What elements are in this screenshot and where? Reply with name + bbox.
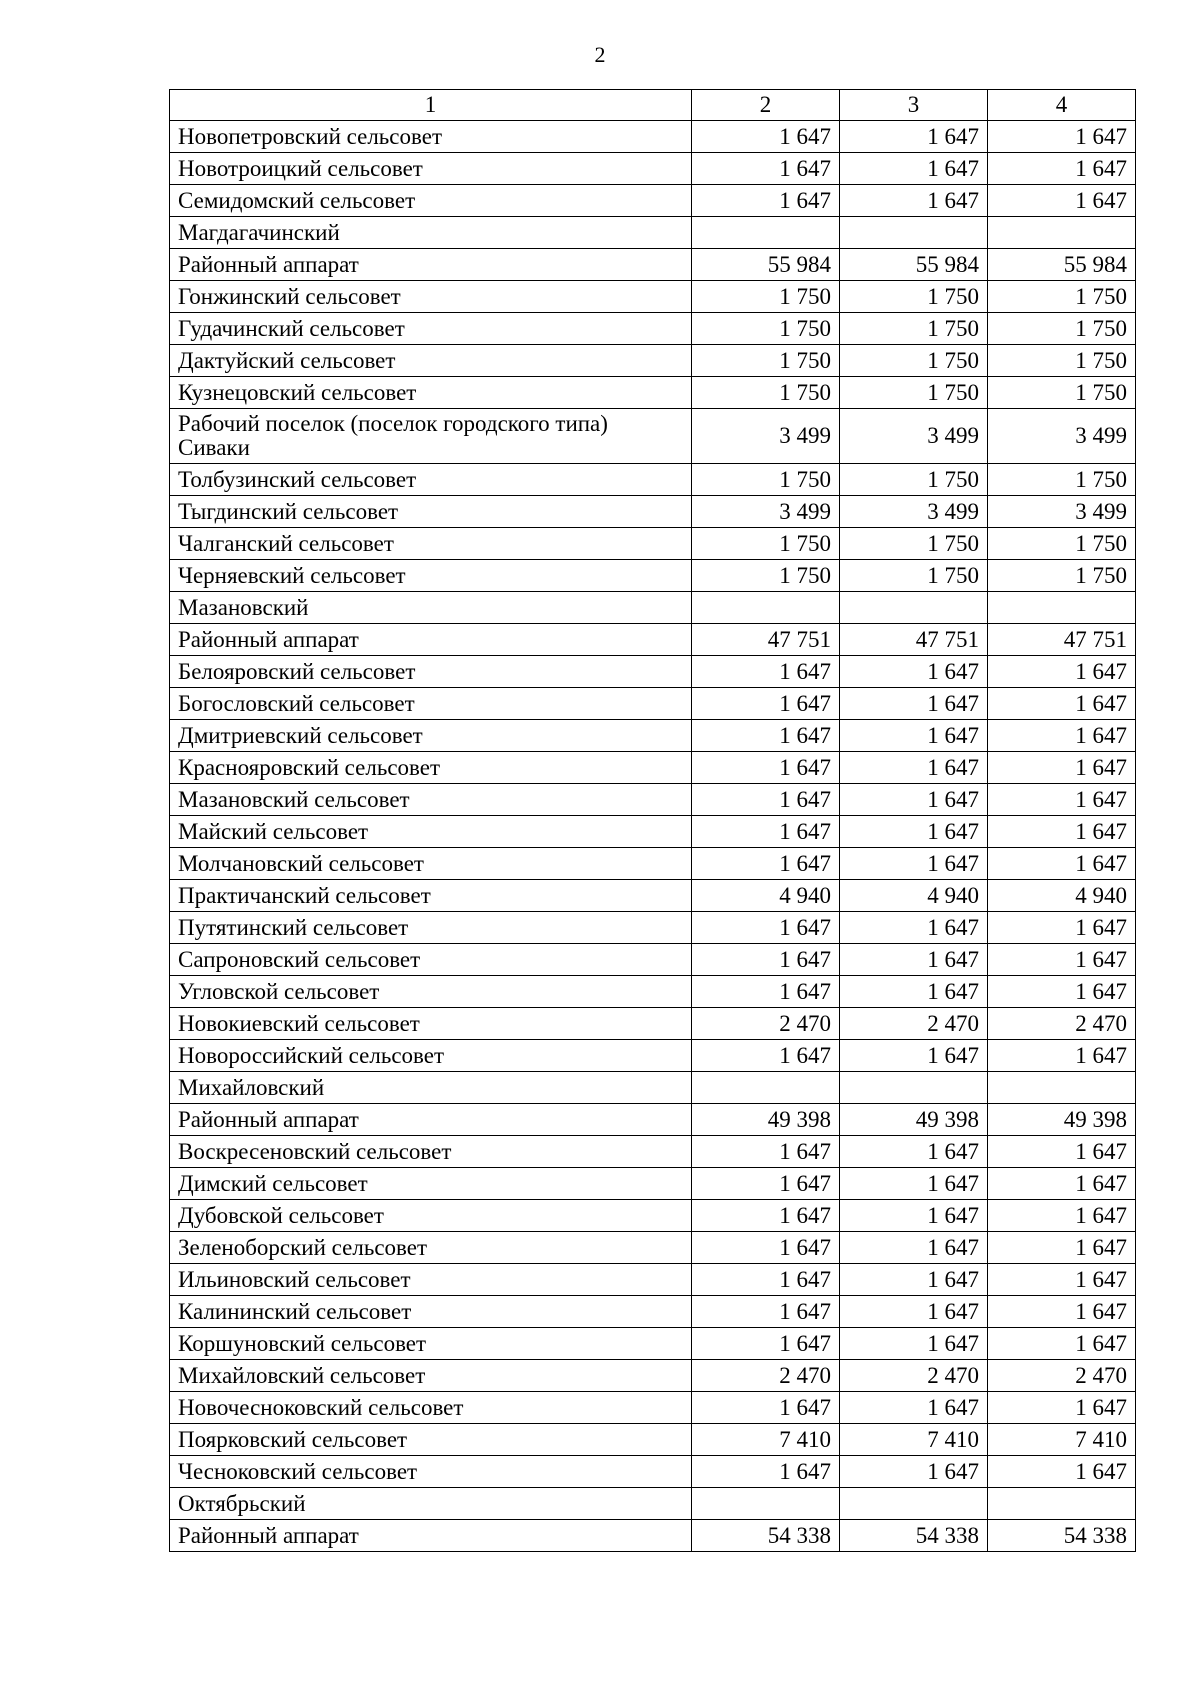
row-name: Новочесноковский сельсовет [170,1392,692,1424]
table-row [170,976,1136,1008]
row-value-col2: 1 750 [692,377,840,409]
row-value-col2: 1 647 [692,976,840,1008]
table-row [170,1200,1136,1232]
row-name: Сапроновский сельсовет [170,944,692,976]
row-value-col4: 1 647 [988,1328,1136,1360]
row-value-col4: 1 750 [988,560,1136,592]
row-value-col2: 55 984 [692,249,840,281]
row-value-col4 [988,592,1136,624]
table-row [170,592,1136,624]
row-value-col4: 55 984 [988,249,1136,281]
row-value-col3: 1 750 [840,528,988,560]
row-value-col3 [840,1488,988,1520]
row-value-col2: 1 647 [692,784,840,816]
table-row [170,345,1136,377]
row-name: Чалганский сельсовет [170,528,692,560]
table-row [170,1296,1136,1328]
row-value-col4: 1 647 [988,848,1136,880]
table-row [170,185,1136,217]
row-value-col4: 1 647 [988,752,1136,784]
table-row [170,1360,1136,1392]
row-value-col4: 1 750 [988,377,1136,409]
table-row [170,1072,1136,1104]
row-value-col3: 1 647 [840,1456,988,1488]
row-value-col3: 1 750 [840,281,988,313]
row-value-col2: 1 647 [692,816,840,848]
row-name: Районный аппарат [170,1520,692,1552]
row-value-col3: 1 750 [840,464,988,496]
row-value-col4: 1 647 [988,1392,1136,1424]
row-value-col4: 1 647 [988,784,1136,816]
row-name: Гудачинский сельсовет [170,313,692,345]
row-value-col2: 1 647 [692,1296,840,1328]
row-value-col3: 1 647 [840,720,988,752]
row-value-col3: 1 647 [840,153,988,185]
row-value-col4: 1 647 [988,816,1136,848]
row-name: Зеленоборский сельсовет [170,1232,692,1264]
row-value-col4: 1 647 [988,153,1136,185]
row-value-col2: 1 647 [692,720,840,752]
table-row [170,121,1136,153]
row-value-col2: 1 647 [692,848,840,880]
row-value-col2 [692,1488,840,1520]
row-value-col3: 1 647 [840,1392,988,1424]
row-value-col2: 1 647 [692,1328,840,1360]
row-name: Практичанский сельсовет [170,880,692,912]
row-name: Ильиновский сельсовет [170,1264,692,1296]
row-name: Новороссийский сельсовет [170,1040,692,1072]
row-value-col3: 7 410 [840,1424,988,1456]
row-value-col3: 1 647 [840,944,988,976]
row-value-col4: 3 499 [988,496,1136,528]
row-value-col3: 49 398 [840,1104,988,1136]
row-name: Воскресеновский сельсовет [170,1136,692,1168]
row-value-col4: 1 750 [988,313,1136,345]
row-name: Октябрьский [170,1488,692,1520]
row-value-col2 [692,1072,840,1104]
row-value-col2: 1 750 [692,313,840,345]
row-value-col4: 1 647 [988,1296,1136,1328]
table-header [170,90,1136,121]
row-value-col2: 54 338 [692,1520,840,1552]
row-value-col4: 1 750 [988,281,1136,313]
row-value-col4: 1 647 [988,1456,1136,1488]
row-name: Краснояровский сельсовет [170,752,692,784]
row-value-col2: 1 750 [692,345,840,377]
row-value-col4: 7 410 [988,1424,1136,1456]
row-value-col3: 1 647 [840,1040,988,1072]
row-value-col3: 1 750 [840,377,988,409]
row-value-col2: 1 647 [692,656,840,688]
row-value-col3: 1 647 [840,656,988,688]
row-value-col3: 2 470 [840,1008,988,1040]
row-name: Гонжинский сельсовет [170,281,692,313]
row-value-col4: 47 751 [988,624,1136,656]
row-name: Михайловский [170,1072,692,1104]
column-header-2: 2 [692,90,840,121]
row-name: Районный аппарат [170,249,692,281]
row-value-col3: 1 647 [840,185,988,217]
table-row [170,1232,1136,1264]
table-row [170,720,1136,752]
row-value-col4: 1 647 [988,976,1136,1008]
header-row [170,90,1136,121]
row-value-col3: 1 647 [840,976,988,1008]
table-row [170,464,1136,496]
row-value-col3: 1 647 [840,1328,988,1360]
row-value-col4 [988,217,1136,249]
table-row [170,1264,1136,1296]
row-name: Толбузинский сельсовет [170,464,692,496]
row-value-col4: 3 499 [988,409,1136,464]
row-value-col2: 1 750 [692,528,840,560]
row-value-col4: 1 647 [988,1136,1136,1168]
row-value-col4: 1 647 [988,1040,1136,1072]
row-value-col4: 1 647 [988,912,1136,944]
table-row [170,752,1136,784]
row-value-col3: 1 647 [840,1264,988,1296]
row-name: Дмитриевский сельсовет [170,720,692,752]
row-value-col3 [840,1072,988,1104]
table-row [170,528,1136,560]
table-row [170,656,1136,688]
row-name: Мазановский сельсовет [170,784,692,816]
row-value-col2: 1 647 [692,153,840,185]
table-row [170,249,1136,281]
table-row [170,1168,1136,1200]
row-value-col3: 1 647 [840,816,988,848]
column-header-4: 4 [988,90,1136,121]
row-value-col2: 47 751 [692,624,840,656]
row-value-col2: 1 647 [692,1136,840,1168]
row-name: Дактуйский сельсовет [170,345,692,377]
row-value-col3: 1 647 [840,1136,988,1168]
table-row [170,1104,1136,1136]
row-name: Димский сельсовет [170,1168,692,1200]
row-value-col2 [692,217,840,249]
row-value-col3 [840,592,988,624]
row-value-col3: 3 499 [840,496,988,528]
row-value-col3: 1 647 [840,1200,988,1232]
row-value-col4: 1 647 [988,720,1136,752]
row-value-col2: 1 647 [692,1264,840,1296]
row-value-col3: 1 750 [840,313,988,345]
row-value-col4: 1 647 [988,1168,1136,1200]
row-value-col3: 1 750 [840,345,988,377]
row-value-col2: 1 647 [692,1040,840,1072]
row-value-col4: 1 647 [988,1200,1136,1232]
row-value-col4: 1 647 [988,944,1136,976]
table-row [170,217,1136,249]
row-value-col4: 1 647 [988,688,1136,720]
column-header-3: 3 [840,90,988,121]
row-value-col3: 1 647 [840,121,988,153]
row-name: Калининский сельсовет [170,1296,692,1328]
row-value-col3: 1 647 [840,784,988,816]
table-row [170,1040,1136,1072]
row-value-col3: 1 647 [840,912,988,944]
row-value-col2: 1 647 [692,1232,840,1264]
table-row [170,377,1136,409]
table-row [170,912,1136,944]
row-value-col3: 1 647 [840,1296,988,1328]
row-value-col2: 1 647 [692,1200,840,1232]
row-value-col4: 1 750 [988,528,1136,560]
row-name: Новотроицкий сельсовет [170,153,692,185]
row-value-col4: 1 750 [988,464,1136,496]
row-value-col2: 1 647 [692,121,840,153]
row-name: Тыгдинский сельсовет [170,496,692,528]
page-number: 2 [594,42,606,67]
row-value-col4: 1 647 [988,185,1136,217]
row-name: Коршуновский сельсовет [170,1328,692,1360]
table-row [170,281,1136,313]
row-name: Майский сельсовет [170,816,692,848]
table-row [170,560,1136,592]
row-value-col2: 1 750 [692,560,840,592]
table-row [170,313,1136,345]
row-value-col2: 49 398 [692,1104,840,1136]
row-value-col2: 1 647 [692,688,840,720]
row-name: Новопетровский сельсовет [170,121,692,153]
column-header-1: 1 [170,90,692,121]
table-row [170,784,1136,816]
table-row [170,624,1136,656]
row-name: Белояровский сельсовет [170,656,692,688]
row-value-col4: 1 647 [988,121,1136,153]
row-value-col3: 1 647 [840,848,988,880]
row-name: Районный аппарат [170,1104,692,1136]
table-row [170,1520,1136,1552]
row-value-col2: 3 499 [692,496,840,528]
row-name: Мазановский [170,592,692,624]
row-name: Семидомский сельсовет [170,185,692,217]
table-row [170,496,1136,528]
row-value-col2: 1 647 [692,1456,840,1488]
row-value-col2: 1 750 [692,464,840,496]
row-value-col2: 1 647 [692,912,840,944]
row-value-col4 [988,1072,1136,1104]
row-value-col4: 1 647 [988,656,1136,688]
row-name: Рабочий поселок (поселок городского типа) Сиваки [170,409,692,464]
table-row [170,944,1136,976]
row-value-col4: 1 750 [988,345,1136,377]
row-value-col4: 1 647 [988,1264,1136,1296]
row-name: Богословский сельсовет [170,688,692,720]
row-value-col2: 1 647 [692,944,840,976]
row-name: Михайловский сельсовет [170,1360,692,1392]
row-value-col2: 1 647 [692,1392,840,1424]
table-row [170,1328,1136,1360]
table-row [170,880,1136,912]
table-row [170,1136,1136,1168]
row-value-col4: 4 940 [988,880,1136,912]
row-value-col3: 1 647 [840,1232,988,1264]
row-value-col3: 54 338 [840,1520,988,1552]
row-value-col2: 1 750 [692,281,840,313]
row-value-col2: 1 647 [692,1168,840,1200]
row-value-col4 [988,1488,1136,1520]
row-value-col2: 3 499 [692,409,840,464]
table-row [170,1424,1136,1456]
table-row [170,1392,1136,1424]
row-value-col3: 3 499 [840,409,988,464]
table-row [170,1456,1136,1488]
table-row [170,153,1136,185]
row-value-col4: 2 470 [988,1360,1136,1392]
row-value-col2: 1 647 [692,752,840,784]
row-value-col3: 1 750 [840,560,988,592]
allocation-table [169,89,1136,1552]
row-name: Новокиевский сельсовет [170,1008,692,1040]
table-row [170,848,1136,880]
row-name: Поярковский сельсовет [170,1424,692,1456]
row-name: Молчановский сельсовет [170,848,692,880]
row-value-col2: 2 470 [692,1360,840,1392]
row-value-col2: 1 647 [692,185,840,217]
row-name: Районный аппарат [170,624,692,656]
row-name: Дубовской сельсовет [170,1200,692,1232]
row-name: Путятинский сельсовет [170,912,692,944]
row-value-col2 [692,592,840,624]
row-value-col4: 49 398 [988,1104,1136,1136]
row-value-col3: 1 647 [840,752,988,784]
table-row [170,816,1136,848]
row-name: Чесноковский сельсовет [170,1456,692,1488]
table-row [170,1008,1136,1040]
table-row [170,688,1136,720]
row-value-col2: 4 940 [692,880,840,912]
row-name: Магдагачинский [170,217,692,249]
row-value-col3 [840,217,988,249]
row-value-col3: 1 647 [840,688,988,720]
table-body [170,121,1136,1552]
row-value-col4: 1 647 [988,1232,1136,1264]
row-name: Угловской сельсовет [170,976,692,1008]
row-value-col2: 7 410 [692,1424,840,1456]
row-value-col3: 4 940 [840,880,988,912]
row-value-col3: 1 647 [840,1168,988,1200]
row-value-col2: 2 470 [692,1008,840,1040]
table-row [170,1488,1136,1520]
row-value-col4: 2 470 [988,1008,1136,1040]
row-value-col4: 54 338 [988,1520,1136,1552]
row-name: Черняевский сельсовет [170,560,692,592]
row-value-col3: 47 751 [840,624,988,656]
row-name: Кузнецовский сельсовет [170,377,692,409]
row-value-col3: 2 470 [840,1360,988,1392]
table-row [170,409,1136,464]
row-value-col3: 55 984 [840,249,988,281]
